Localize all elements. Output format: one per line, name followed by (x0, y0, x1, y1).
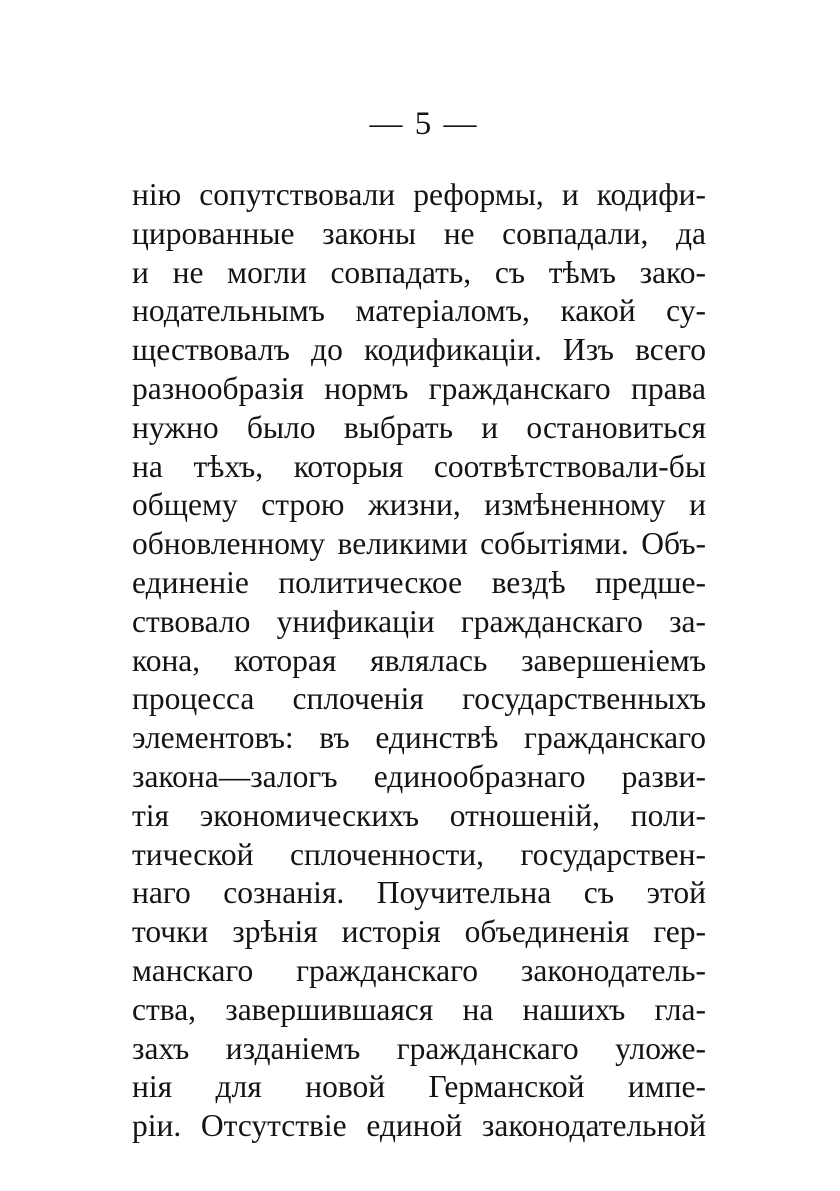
text-line: и не могли совпадать, съ тѣмъ зако- (132, 254, 706, 290)
text-line: тія экономическихъ отношеній, поли- (132, 797, 706, 833)
text-line: ства, завершившаяся на нашихъ гла- (132, 991, 706, 1027)
text-line: процесса сплоченія государственныхъ (132, 681, 706, 717)
body-text (132, 176, 706, 1146)
text-line: наго сознанія. Поучительна съ этой (132, 875, 706, 911)
text-line: обновленному великими событіями. Объ- (132, 526, 706, 562)
text-line: разнообразія нормъ гражданскаго права (132, 370, 706, 406)
text-line: захъ изданіемъ гражданскаго уложе- (132, 1030, 706, 1066)
text-line: элементовъ: въ единствѣ гражданскаго (132, 720, 706, 756)
text-line: общему строю жизни, измѣненному и (132, 487, 706, 523)
text-line: нія для новой Германской импе- (132, 1069, 706, 1105)
text-line: нію сопутствовали реформы, и кодифи- (132, 177, 706, 212)
text-line: нужно было выбрать и остановиться (132, 409, 706, 445)
text-line: ществовалъ до кодификаціи. Изъ всего (132, 332, 706, 368)
text-line: цированные законы не совпадали, да (132, 215, 706, 251)
text-line: точки зрѣнія исторія объединенія гер- (132, 914, 706, 950)
text-line: ріи. Отсутствіе единой законодательной (132, 1108, 706, 1144)
text-line: кона, которая являлась завершеніемъ (132, 642, 706, 678)
text-line: закона—залогъ единообразнаго разви- (132, 758, 706, 794)
page-number: — 5 — (369, 106, 479, 142)
text-line: ствовало унификаціи гражданскаго за- (132, 603, 706, 639)
text-line: нодательнымъ матеріаломъ, какой су- (132, 293, 706, 329)
text-line: на тѣхъ, которыя соотвѣтствовали-бы (132, 448, 706, 484)
text-line: единеніе политическое вездѣ предше- (132, 564, 706, 600)
text-line: тической сплоченности, государствен- (132, 836, 706, 872)
text-line: манскаго гражданскаго законодатель- (132, 952, 706, 988)
